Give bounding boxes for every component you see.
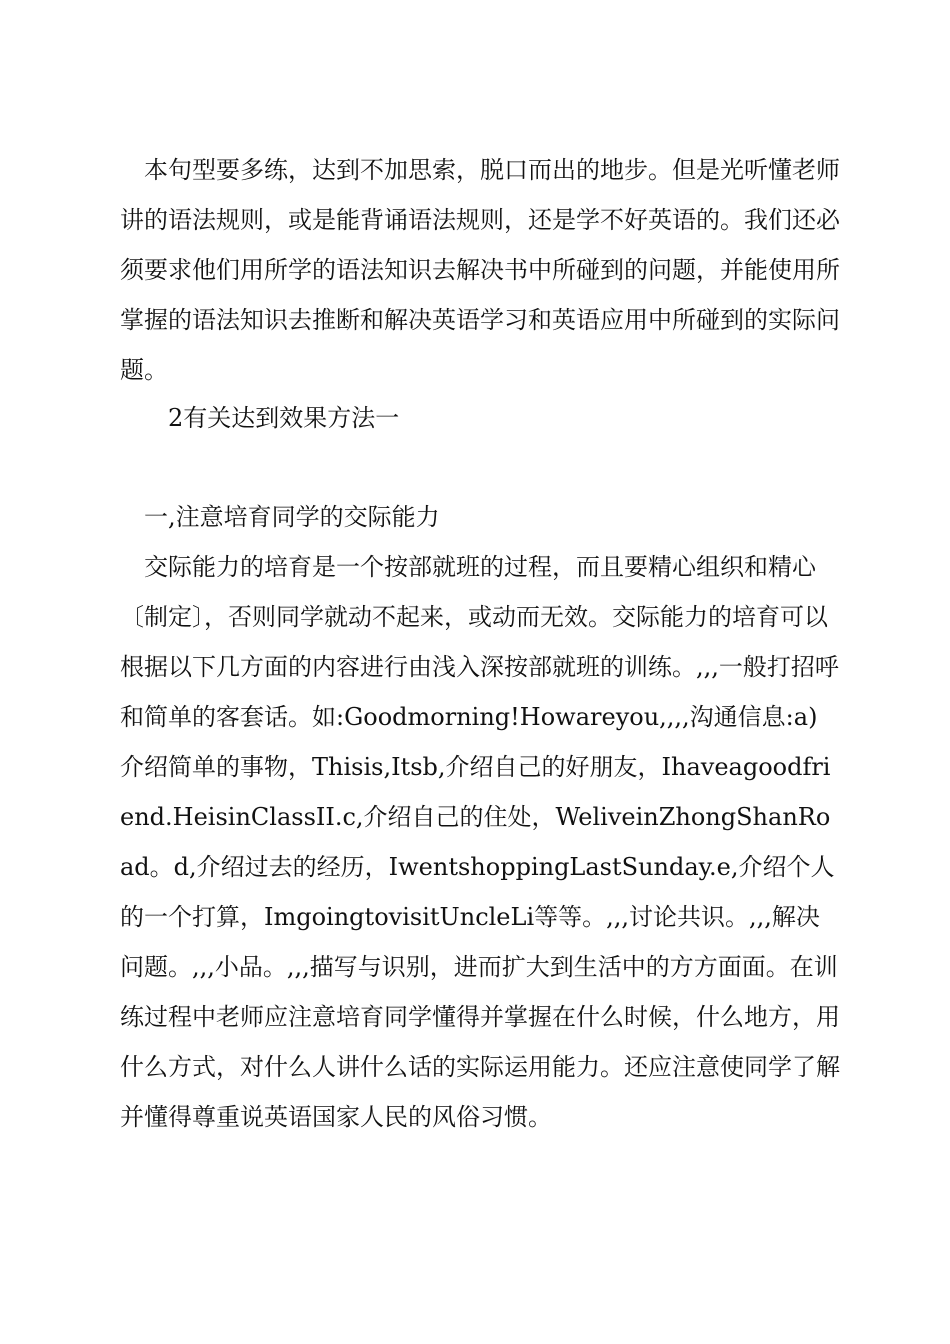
- paragraph-grammar-practice: 本句型要多练，达到不加思索，脱口而出的地步。但是光听懂老师讲的语法规则，或是能背诵语法规则，还是学不好英语的。我们还必须要求他们用所学的语法知识去解决书中所碰到的问题，并能使用所掌握的语法知识去推断和解决英语学习和英语应用中所碰到的实际问题。: [120, 156, 840, 384]
- paragraph-communication-training: 交际能力的培育是一个按部就班的过程，而且要精心组织和精心〔制定〕，否则同学就动不起来，或动而无效。交际能力的培育可以根据以下几方面的内容进行由浅入深按部就班的训练。,,,一般打招呼和简单的客套话。如:Goodmorning!Howareyou,,,,沟通信息:a)介绍简单的事物，Thisis,Itsb,介绍自己的好朋友，Ihaveagoodfriend.HeisinClassII.c,介绍自己的住处，WeliveinZhongShanRoad。d,介绍过去的经历，IwentshoppingLastSunday.e,介绍个人的一个打算，ImgoingtovisitUncleLi等等。,,,讨论共识。,,,解决问题。,,,小品。,,,描写与识别，进而扩大到生活中的方方面面。在训练过程中老师应注意培育同学懂得并掌握在什么时候，什么地方，用什么方式，对什么人讲什么话的实际运用能力。还应注意使同学了解并懂得尊重说英语国家人民的风俗习惯。: [120, 553, 840, 1131]
- section-heading-communication: 一,注意培育同学的交际能力: [144, 503, 440, 531]
- section-heading-method: 2有关达到效果方法一: [168, 404, 400, 432]
